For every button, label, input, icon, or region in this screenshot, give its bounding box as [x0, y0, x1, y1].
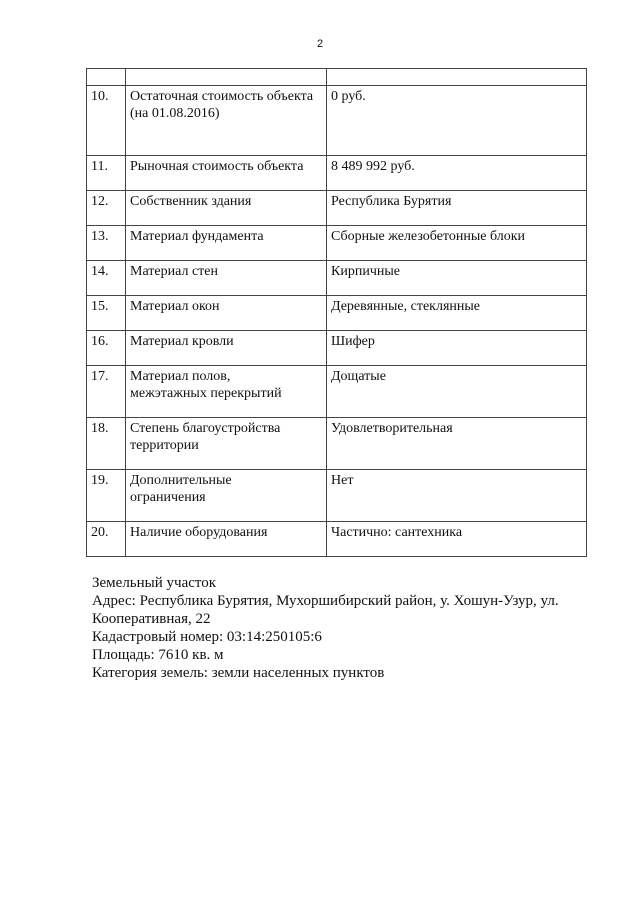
row-value: Шифер: [327, 331, 587, 366]
row-label: Наличие оборудования: [126, 522, 327, 557]
land-plot-category: Категория земель: земли населенных пунктов: [92, 665, 385, 681]
row-label: Дополнительные ограничения: [126, 470, 327, 522]
land-plot-title: Земельный участок: [92, 575, 217, 591]
page-number: 2: [316, 38, 324, 50]
row-label: Материал фундамента: [126, 226, 327, 261]
table-cell: [327, 69, 587, 86]
row-value: Удовлетворительная: [327, 418, 587, 470]
land-plot-cadastral-number: Кадастровый номер: 03:14:250105:6: [92, 629, 322, 645]
row-label: Степень благоустройства территории: [126, 418, 327, 470]
row-value: Кирпичные: [327, 261, 587, 296]
table-row: [87, 156, 587, 191]
row-label-date: (на 01.08.2016): [130, 106, 220, 121]
row-label: Материал стен: [126, 261, 327, 296]
row-number: 13.: [87, 226, 126, 261]
table-row: [87, 470, 587, 522]
row-value: Нет: [327, 470, 587, 522]
row-number: 10.: [87, 86, 126, 156]
row-value: Республика Бурятия: [327, 191, 587, 226]
table-row: [87, 522, 587, 557]
table-header-row: [87, 69, 587, 86]
row-label: Собственник здания: [126, 191, 327, 226]
row-number: 17.: [87, 366, 126, 418]
table-row: [87, 366, 587, 418]
row-number: 15.: [87, 296, 126, 331]
row-number: 14.: [87, 261, 126, 296]
row-value: Дощатые: [327, 366, 587, 418]
row-label: Остаточная стоимость объекта (на 01.08.2016): [126, 86, 327, 156]
row-number: 19.: [87, 470, 126, 522]
row-label: Материал кровли: [126, 331, 327, 366]
row-number: 18.: [87, 418, 126, 470]
table-cell: [126, 69, 327, 86]
row-value: Сборные железобетонные блоки: [327, 226, 587, 261]
table-cell: [87, 69, 126, 86]
row-label: Рыночная стоимость объекта: [126, 156, 327, 191]
row-value: 0 руб.: [327, 86, 587, 156]
row-label: Материал окон: [126, 296, 327, 331]
table-row: [87, 296, 587, 331]
land-plot-address: Адрес: Республика Бурятия, Мухоршибирский район, у. Хошун-Узур, ул. Кооперативная, 22: [92, 593, 559, 627]
table-row: [87, 331, 587, 366]
row-value: Деревянные, стеклянные: [327, 296, 587, 331]
table-row: [87, 418, 587, 470]
land-plot-section: [92, 574, 572, 682]
land-plot-area: Площадь: 7610 кв. м: [92, 647, 224, 663]
table-row: [87, 191, 587, 226]
row-number: 11.: [87, 156, 126, 191]
table-row: [87, 261, 587, 296]
row-label: Материал полов, межэтажных перекрытий: [126, 366, 327, 418]
property-table: [86, 68, 587, 557]
row-value: Частично: сантехника: [327, 522, 587, 557]
row-value: 8 489 992 руб.: [327, 156, 587, 191]
row-number: 16.: [87, 331, 126, 366]
row-number: 20.: [87, 522, 126, 557]
row-number: 12.: [87, 191, 126, 226]
table-row: [87, 86, 587, 156]
table-row: [87, 226, 587, 261]
